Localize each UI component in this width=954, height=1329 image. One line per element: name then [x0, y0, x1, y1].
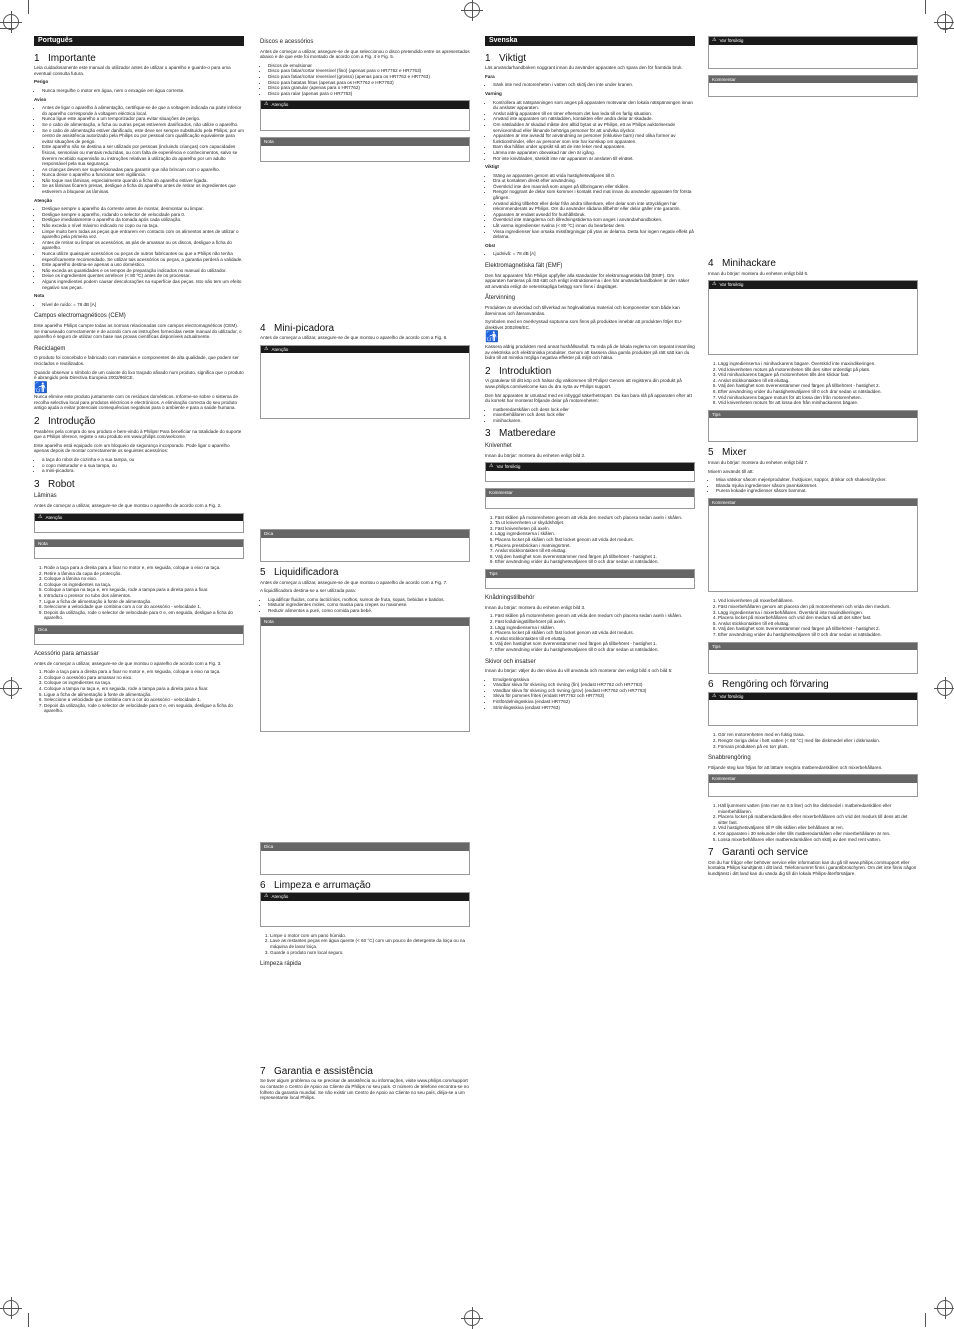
caution-box: ⚠ Atenção — [260, 892, 470, 927]
paragraph: Innan du börjar: montera du enheten enligt bild 7. — [708, 459, 809, 465]
list-varning: • Kontrollera att nätspänningen som anges på apparaten motsvarar den lokala nätspänningen innan du ansluter apparaten. • Anslut aldrig apparaten till en timer eftersom det kan leda till en farlig situation. • Använd inte apparaten om nätsladden, kontakten eller andra delar är skadade. • Om nätsladden är skadad måste den alltid bytas ut av Philips, ett av Philips auktoriserade serviceombud eller liknande behöriga personer för att undvika olyckor. • Apparaten är inte avsedd för användning av personer (inklusive barn) med olika former av funktionshinder, eller av personer som inte har kunskap om apparaten. • Barn ska hållas under uppsikt så att de inte leker med apparaten. • Lämna inte apparaten obevakad när den är igång. • Rör inte knivbladen, särskilt inte när apparaten är ansluten till elnätet. — [485, 100, 695, 162]
note-box: Nota — [260, 137, 470, 162]
subsection-title: Lâminas — [34, 493, 57, 500]
section-title: 3 Robot — [34, 478, 75, 490]
paragraph: Innan du börjar: montera du enheten enligt bild 6. — [708, 270, 809, 276]
paragraph: Läs användarhandboken noggrant innan du använder apparaten och spara den för framtida bruk. — [485, 65, 683, 71]
paragraph: Följande steg kan följas för att lättare rengöra matberedarskålen och mixerbehållaren. — [708, 764, 883, 770]
column-swedish-2 — [708, 36, 918, 880]
subsection-title: Återvinning — [485, 295, 516, 302]
section-title: 1 Importante — [34, 52, 96, 64]
tip-box: Dica — [34, 625, 244, 645]
label-atencao: Atenção — [34, 197, 53, 203]
list-viktigt: • Stäng av apparaten genom att vrida hastighetsväljaren till 0. • Dra ut kontakten direkt efter användning. • Överskrid inte den maxnivå som anges på tillbringaren eller skålen. • Rengör noggrant de delar som kommer i kontakt med mat innan du använder apparaten för första gången. • Använd aldrig tillbehör eller delar från andra tillverkare, eller delar som inte uttryckligen har rekommenderats av Philips. Om du använder sådana tillbehör eller delar gäller inte garantin. • Apparaten är endast avsedd för hushållsbruk. • Överskrid inte mängderna och tillredningstiderna som anges i användarhandboken. • Låt varma ingredienser svalna (< 80 ºC) innan du bearbetar dem. • Vissa ingredienser kan orsaka missfärgningar på ytan av delarna. Detta har ingen negativ effekt på delarna. — [485, 173, 695, 240]
paragraph: Den här apparaten från Philips uppfyller alla standarder för elektromagnetiska fält (EMF). Om apparaten hanteras på rätt sätt och enligt instruktionerna i den här användarhandboken är den säker att använda enligt de vetenskapliga belägg som finns i dagsläget. — [485, 272, 690, 289]
paragraph: Innan du börjar: montera du enheten enligt bild 2. — [485, 452, 586, 458]
paragraph: Den här apparaten är utrustad med en inbyggd säkerhetsspärr. Du kan bara slå på apparaten efter att du korrekt har monterat följande delar på motorenheten: — [485, 392, 692, 404]
subsection-title: Reciclagem — [34, 345, 66, 352]
warning-icon: ⚠ — [264, 345, 269, 352]
tip-box: Dica — [260, 529, 470, 562]
section-title: 5 Mixer — [708, 447, 747, 459]
steps-list: 1. Gör ren motorenheten med en fuktig trasa. 2. Rengör övriga delar i hett vatten (< 60 °C) med lite diskmedel eller i diskmaskin. 3. Förvara produkten på en torr plats. — [708, 732, 918, 749]
list: • matberedarskålen och dess lock eller • mixerbehållaren och dess lock eller • minihackaren. — [485, 407, 695, 424]
comment-box: Kommentar — [485, 488, 695, 508]
section-title: 6 Rengöring och förvaring — [708, 679, 829, 691]
note-box: Nota — [34, 539, 244, 559]
paragraph: Antes de começar a utilizar, assegure-se de que montou o aparelho de acordo com a Fig. 6. — [260, 335, 448, 341]
paragraph: Kassera aldrig produkten med annat hushållsavfall. Ta reda på de lokala reglerna om separat insamling av elektriska och elektroniska produkter. Genom att kassera dina gamla produkter på rätt sätt kan du bidra till att minska möjliga negativa effekter på miljö och hälsa. — [485, 343, 695, 361]
steps-list: 1. Rode a taça para a direita para a fixar no motor e, em seguida, coloque o eixo na taça. 2. Coloque o acessório para amassar no eixo. 3. Coloque os ingredientes na taça. 4. Coloque a tampa na taça e, em seguida, rode a tampa para a direita para a fixar. 5. Ligue a ficha de alimentação à fonte de alimentação. 6. Seleccione a velocidade que combina com a cor do acessório - velocidade 1. 7. Depois da utilização, rode o selector de velocidade para 0 e, em seguida, desligue a ficha do aparelho. — [34, 669, 244, 714]
section-title: 4 Minihackare — [708, 258, 776, 270]
paragraph: Quando observar o símbolo de um caixote do lixo traçado afixado num produto, significa que o produto é abrangido pela Directiva Europeia 2002/96/CE. — [34, 369, 244, 381]
crop-mark — [28, 1313, 29, 1327]
comment-box: Kommentar — [708, 498, 918, 593]
list: • Ljudnivå: = 78 dB [A] — [485, 251, 695, 257]
steps-list: 1. Rode a taça para a direita para a fixar no motor e, em seguida, coloque o eixo na taça. 2. Retire a lâmina da capa de protecção. 3. Coloque a lâmina no eixo. 4. Coloque os ingredientes na taça. 5. Coloque a tampa na taça e, em seguida, rode a tampa para a direita para a fixar. 6. Introduza o pressor no tubo dos alimentos. 7. Ligue a ficha de alimentação à fonte de alimentação. 8. Seleccione a velocidade que combina com a cor do acessório - velocidade 1. 9. Depois da utilização, rode o selector de velocidade para 0 e, em seguida, desligue a ficha do aparelho. — [34, 565, 244, 621]
paragraph: Este aparelho Philips cumpre todas as normas relacionadas com campos electromagnéticos (CEM). Se manuseado correctamente e de acordo com as instruções fornecidas neste manual do utilizador, o aparelho é seguro de utilizar com base nas provas científicas disponíveis actualmente. — [34, 322, 242, 340]
label-obs: Obs! — [485, 242, 496, 248]
label-aviso: Aviso — [34, 96, 47, 102]
caution-box: ⚠ Atenção — [260, 345, 470, 420]
section-title: 6 Limpeza e arrumação — [260, 879, 371, 891]
caution-box: ⚠ Atenção — [260, 100, 470, 131]
paragraph: Este aparelho está equipado com um bloqueio de segurança incorporado. Pode ligar o aparelho apenas depois de montar correctamente os seguintes acessórios: — [34, 442, 230, 454]
steps-placeholder — [260, 168, 470, 318]
crop-mark — [0, 28, 14, 29]
crossed-bin-icon: 🚮 — [485, 331, 499, 344]
tip-box: Dica — [260, 842, 470, 875]
warning-icon: ⚠ — [489, 463, 494, 470]
steps-placeholder — [260, 738, 470, 838]
caution-box: ⚠ Var försiktig — [485, 462, 695, 482]
section-title: 7 Garantia e assistência — [260, 1065, 373, 1077]
caution-box: ⚠ Var försiktig — [708, 36, 918, 69]
comment-box: Kommentar — [708, 75, 918, 98]
list: • Nível de ruído: = 78 dB [A] — [34, 302, 244, 308]
steps-list: 1. Lägg ingredienserna i minihackarens bägare. Överskrid inte maxindikeringen. 2. Vrid knivenheten moturs på motorenheten tills den sitter ordentligt på plats. 3. Vrid minihackarens bägare på motorenheten tills den klickar fast. 4. Anslut stickkontakten till ett eluttag. 5. Välj den hastighet som överensstämmer med färgen på tillbehöret - hastighet 2. 6. Efter användning vrider du hastighetsväljaren till 0 och drar sedan ut nätsladden. 7. Vrid minihackarens bägare moturs för att lossa den från motorenheten. 8. Vrid knivenheten moturs för att lossa den från minihackarens bägare. — [708, 361, 918, 406]
paragraph: Innan du börjar: väljer du den skiva du vill använda och monterar den enligt bild 4 och bild 5: — [485, 668, 673, 674]
subsection-title: Knådningstillbehör — [485, 595, 535, 602]
paragraph: Produkten är utvecklad och tillverkad av högkvalitativa material och komponenter som både kan återvinnas och återanvändas. — [485, 304, 680, 316]
registration-mark-icon — [464, 1310, 480, 1326]
list-aviso: • Antes de ligar o aparelho à alimentação, certifique-se de que a voltagem indicada na parte inferior do aparelho corresponde à voltagem eléctrica local. • Nunca ligue este aparelho a um temporizador para evitar situações de perigo. • Se o cabo de alimentação, a ficha ou outras peças estiverem danificados, não utilize o aparelho. • Se o cabo de alimentação estiver danificado, este deve ser sempre substituído pela Philips, por um centro de assistência autorizado pela Philips ou por pessoal com qualificação equivalente para evitar situações de perigo. • Este aparelho não se destina a ser utilizado por pessoas (incluindo crianças) com capacidades físicas, sensoriais ou mentais reduzidas, ou com falta de experiência e conhecimentos, salvo se tiverem recebido supervisão ou instruções relativas à utilização do aparelho por um adulto responsável pela sua segurança. • As crianças devem ser supervisionadas para garantir que não brincam com o aparelho. • Nunca deixe o aparelho a funcionar sem vigilância. • Não toque nas lâminas, especialmente quando a ficha do aparelho estiver ligada. • Se as lâminas ficarem presas, desligue a ficha do aparelho antes de retirar os ingredientes que estiverem a bloquear as lâminas. — [34, 105, 244, 195]
warning-icon: ⚠ — [264, 101, 269, 108]
paragraph: Innan du börjar: montera du enheten enligt bild 3. — [485, 604, 586, 610]
steps-list: 1. Häll ljumment vatten (inte mer än 0,5 liter) och lite diskmedel i matberedarskålen eller mixerbehållaren. 2. Placera locket på matberedarskålen eller mixerbehållaren och vrid det medurs till dess att det sitter fast. 3. Vrid hastighetsväljaren till P tills skålen eller behållaren är ren. 4. Kör apparaten i 30 sekunder eller tills matberedarskålen eller mixerbehållaren är ren. 5. Lossa mixerbehållaren eller matberedarskålen och skölj av den med rent vatten. — [708, 803, 918, 842]
list: • Emulgeringsskiva • Vändbar skiva för skivning och rivning (fin) (endast HR7762 och HR7763) • Vändbar skiva för skivning och rivning (grov) (endast HR7762 och HR7763) • Skiva för pommes frites (endast HR7762 och HR7763) • Fintfördelningsskiva (endast HR7762) • Strimlingsskiva (endast HR7763) — [485, 677, 695, 711]
paragraph: Om du har frågor eller behöver service eller information kan du gå till www.philips.com/support eller kontakta Philips kundtjänst i ditt land. Telefonnumret finns i garantibroschyren. Om det inte finns någon kundtjänst i ditt land kan du vända dig till din lokala Philips-återförsäljare. — [708, 859, 917, 876]
section-title: 2 Introduktion — [485, 365, 552, 377]
crossed-bin-icon: 🚮 — [34, 381, 48, 394]
section-title: 2 Introdução — [34, 416, 96, 428]
list: • Liquidificar fluidos, como lacticínios, molhos, sumos de fruta, sopas, bebidas e batidos. • Misturar ingredientes moles, como massa para crepes ou maionese. • Reduzir alimentos a puré, como comida para bebé. — [260, 597, 470, 614]
tip-box: Tips — [708, 410, 918, 443]
warning-icon: ⚠ — [712, 37, 717, 43]
subsection-title: Limpeza rápida — [260, 961, 302, 968]
paragraph: Antes de começar a utilizar, assegure-se de que montou o aparelho de acordo com a Fig. 2. — [34, 503, 222, 508]
paragraph: Antes de começar a utilizar, assegure-se de que seleccionou o disco pretendido entre os apresentados abaixo e de que este foi montado de acordo com a Fig. 4 e Fig. 5. — [260, 48, 470, 60]
steps-list: 1. Vrid knivenheten på mixerbehållaren. 2. Fäst mixerbehållaren genom att placera den på motorenheten och vrida den medurs. 3. Lägg ingredienserna i mixerbehållaren. Överskrid inte maxindikeringen. 4. Placera locket på mixerbehållaren och vrid den medurs så att det sitter fast. 5. Anslut stickkontakten till ett eluttag. 6. Välj den hastighet som överensstämmer med färgen på tillbehöret - hastighet 2. 7. Efter användning vrider du hastighetsväljaren till 0 och drar sedan ut nätsladden. — [708, 598, 918, 637]
steps-placeholder — [260, 425, 470, 525]
registration-mark-icon — [464, 2, 480, 18]
language-header: Português — [34, 36, 244, 46]
label-viktigt: Viktigt — [485, 164, 499, 170]
subsection-title: Acessório para amassar — [34, 651, 99, 658]
paragraph: Nunca elimine este produto juntamente com os resíduos domésticos. Informe-se sobre o sistema de recolha selectiva local para produtos eléctricos e electrónicos. A eliminação correcta do seu produto antigo ajuda a evitar potenciais consequências negativas para o ambiente e para a saúde humana. — [34, 394, 239, 411]
label-perigo: Perigo — [34, 79, 49, 85]
list: • Nunca mergulhe o motor em água, nem o enxagúe em água corrente. — [34, 88, 244, 94]
crop-mark — [940, 28, 954, 29]
column-portuguese-2 — [260, 36, 470, 1104]
subsection-title: Skivor och insatser — [485, 658, 536, 665]
steps-list: 1. Fäst skålen på motorenheten genom att vrida den medurs och placera sedan axeln i skålen. 2. Ta ut knivenheten ur skyddshöljet. 3. Fäst knivenheten på axeln. 4. Lägg ingredienserna i skålen. 5. Placera locket på skålen och fäst locket genom att vrida det medurs. 6. Placera pressbrickan i matningsröret. 7. Anslut stickkontakten till ett eluttag. 8. Välj den hastighet som överensstämmer med färgen på tillbehöret - hastighet 1. 9. Efter användning vrider du hastighetsväljaren till 0 och drar sedan ut nätsladden. — [485, 515, 695, 565]
paragraph: Se tiver algum problema ou se precisar de assistência ou informações, visite www.philips.com/support ou contacte o Centro de Apoio ao Cliente da Philips no seu país. O número de telefone encontra-se no folheto da garantia mundial. Se não existir um Centro de Apoio ao Cliente no seu país, dirija-se a um representante local Philips. — [260, 1078, 469, 1101]
registration-mark-icon — [3, 1300, 19, 1316]
section-title: 7 Garanti och service — [708, 847, 809, 859]
registration-mark-icon — [937, 680, 953, 696]
list: • Discos de emulsionar • Disco para fatiar/cortar reversível (fino) (apenas para o HR7762 e HR7763) • Disco para fatiar/cortar reversível (grosso) (apenas para os HR7762 e HR7763) • Disco para batatas fritas (apenas para os HR7762 e HR7763) • Disco para granular (apenas para o HR7762) • Disco para ralar (apenas para o HR7763) — [260, 63, 470, 97]
warning-icon: ⚠ — [38, 513, 43, 520]
steps-list: 1. Limpe o motor com um pano húmido. 2. Lave as restantes peças em água quente (< 60 °C) com um pouco de detergente da loiça ou na máquina de lavar loiça. 3. Guarde o produto num local seguro. — [260, 933, 470, 955]
crop-mark — [925, 1313, 926, 1327]
subsection-title: Campos electromagnéticos (CEM) — [34, 313, 126, 320]
paragraph: Leia cuidadosamente este manual do utilizador antes de utilizar o aparelho e guarde-o para uma eventual consulta futura. — [34, 65, 231, 76]
paragraph: A liquidificadora destina-se a ser utilizada para: — [260, 588, 357, 594]
registration-mark-icon — [3, 680, 19, 696]
steps-placeholder — [708, 103, 918, 253]
paragraph: Vi gratulerar till ditt köp och hälsar dig välkommen till Philips! Genom att registrera din produkt på www.philips.com/welcome kan du dra nytta av Philips support. — [485, 378, 682, 389]
paragraph: O produto foi concebido e fabricado com materiais e componentes de alta qualidade, que podem ser reciclados e reutilizados. — [34, 355, 239, 366]
caution-box: ⚠ Var försiktig — [708, 692, 918, 727]
subsection-title: Snabbrengöring — [708, 755, 751, 762]
warning-icon: ⚠ — [712, 281, 717, 288]
language-header: Svenska — [485, 36, 695, 46]
warning-icon: ⚠ — [264, 893, 269, 900]
section-title: 5 Liquidificadora — [260, 566, 339, 578]
section-title: 4 Mini-picadora — [260, 322, 335, 334]
paragraph: Mixern används till att: — [708, 468, 754, 474]
crop-mark — [28, 0, 29, 14]
comment-box: Kommentar — [708, 774, 918, 797]
note-box: Nota — [260, 617, 470, 732]
caution-box: ⚠ Atenção — [34, 513, 244, 533]
column-swedish-1 — [485, 36, 695, 713]
list: • Sänk inte ned motorenheten i vatten och skölj den inte under kranen. — [485, 82, 695, 88]
label-nota: Nota — [34, 293, 45, 299]
tip-box: Tips — [485, 569, 695, 589]
column-portuguese-1 — [34, 36, 244, 717]
registration-mark-icon — [937, 1300, 953, 1316]
label-varning: Varning — [485, 90, 502, 96]
warning-icon: ⚠ — [712, 692, 717, 699]
section-title: 3 Matberedare — [485, 428, 556, 440]
label-fara: Fara — [485, 73, 495, 79]
list-atencao: • Desligue sempre o aparelho da corrente antes de montar, desmontar ou limpar. • Desligue sempre o aparelho, rodando o selector de velocidade para 0. • Desligue imediatamente o aparelho da tomada após cada utilização. • Não exceda o nível máximo indicado no copo ou na taça. • Limpe muito bem todas as peças que entrarem em contacto com os alimentos antes de utilizar o aparelho pela primeira vez. • Antes de retirar ou limpar os acessórios, as pás de amassar ou os discos, desligue a ficha do aparelho. • Nunca utilize quaisquer acessórios ou peças de outros fabricantes ou que a Philips não tenha especificamente recomendado. Se utilizar tais acessórios ou peças, a garantia perderá a validade. • Este aparelho destina-se apenas a uso doméstico. • Não exceda as quantidades e os tempos de preparação indicados no manual do utilizador. • Deixe os ingredientes quentes arrefecer (< 80 ºC) antes de os processar. • Alguns ingredientes podem causar descolorações na superfície das peças. Isto não tem um efeito negativo nas peças. — [34, 206, 244, 290]
list: • a taça do robot de cozinha e a sua tampa, ou • o copo misturador e a sua tampa, ou • a mini-picadora. — [34, 457, 244, 474]
paragraph: Parabéns pela compra do seu produto e bem-vindo à Philips! Para beneficiar na totalidade do suporte que a Philips oferece, registe o seu produto em www.philips.com/welcome. — [34, 428, 242, 440]
tip-box: Tips — [708, 642, 918, 675]
steps-list: 1. Fäst skålen på motorenheten genom att vrida den medurs och placera sedan axeln i skålen. 2. Fäst knådningstillbehöret på axeln. 3. Lägg ingredienserna i skålen. 4. Placera locket på skålen och fäst locket genom att vrida det medurs. 5. Anslut stickkontakten till ett eluttag. 6. Välj den hastighet som överensstämmer med färgen på tillbehöret - hastighet 1. 7. Efter användning vrider du hastighetsväljaren till 0 och drar sedan ut nätsladden. — [485, 613, 695, 652]
subsection-title: Elektromagnetiska fält (EMF) — [485, 263, 563, 269]
paragraph: Antes de começar a utilizar, assegure-se de que montou o aparelho de acordo com a Fig. 3. — [34, 660, 222, 666]
caution-box: ⚠ Var försiktig — [708, 280, 918, 355]
crop-mark — [925, 0, 926, 14]
paragraph: Antes de começar a utilizar, assegure-se de que montou o aparelho de acordo com a Fig. 7. — [260, 579, 448, 585]
list: • Mixa vätskor såsom mejeriprodukter, fruktjuicer, soppor, drinkar och shakes/drycker. • Blanda mjuka ingredienser såsom pannkakssmet. • Purera kokade ingredienser såsom barnmat. — [708, 477, 918, 494]
section-title: 1 Viktigt — [485, 52, 527, 64]
subsection-title: Discos e acessórios — [260, 39, 314, 45]
paragraph: Symbolen med en överkryssad soptunna som finns på produkten innebär att produkten följer EU-direktivet 2002/96/EC. — [485, 319, 683, 330]
subsection-title: Knivenhet — [485, 443, 512, 450]
steps-placeholder — [260, 971, 470, 1061]
